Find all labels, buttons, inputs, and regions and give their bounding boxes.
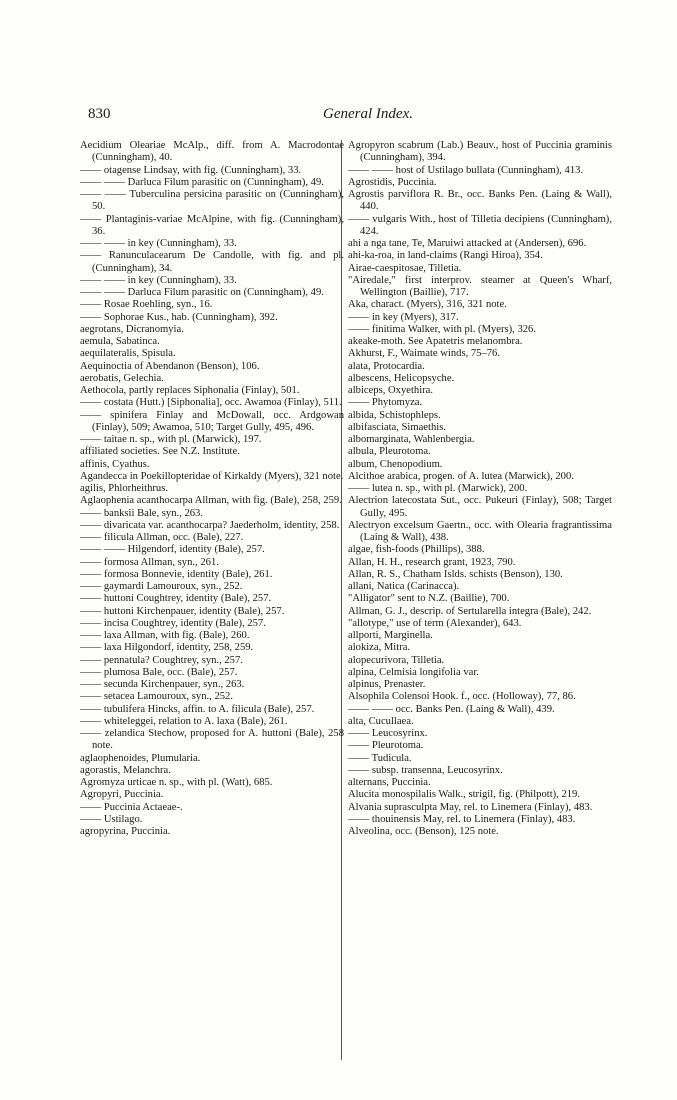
index-entry: "Airedale," first interprov. steamer at Queen's Wharf, Wellington (Baillie), 717. — [348, 274, 612, 298]
index-entry: —— plumosa Bale, occ. (Bale), 257. — [80, 666, 238, 678]
index-entry: alopecurivora, Tilletia. — [348, 654, 445, 666]
index-entry: Allan, H. H., research grant, 1923, 790. — [348, 556, 516, 568]
index-entry: Aecidium Oleariae McAlp., diff. from A. Macrodontae (Cunningham), 40. — [80, 140, 344, 164]
index-column-right — [348, 140, 612, 838]
page-header — [88, 106, 648, 126]
index-entry: allani, Natica (Carinacca). — [348, 581, 460, 592]
index-entry: —— zelandica Stechow, proposed for A. huttoni (Bale), 258 note. — [80, 728, 344, 752]
index-entry: agorastis, Melanchra. — [80, 764, 171, 776]
index-columns — [80, 140, 666, 1060]
index-column-left — [80, 140, 344, 838]
index-entry: aerobatis, Gelechia. — [80, 372, 164, 384]
index-entry: —— —— in key (Cunningham), 33. — [80, 238, 237, 249]
index-entry: Akhurst, F., Waimate winds, 75–76. — [348, 348, 500, 360]
index-entry: albula, Pleurotoma. — [348, 446, 431, 458]
index-entry: ahi-ka-roa, in land-claims (Rangi Hiroa), 354. — [348, 250, 543, 262]
index-entry: —— incisa Coughtrey, identity (Bale), 257. — [80, 617, 266, 629]
index-entry: —— subsp. transenna, Leucosyrinx. — [348, 764, 503, 776]
index-entry: —— setacea Lamouroux, syn., 252. — [80, 691, 233, 703]
index-entry: affinis, Cyathus. — [80, 458, 150, 470]
index-entry: aequilateralis, Spisula. — [80, 348, 176, 360]
index-entry: aemula, Sabatinca. — [80, 336, 160, 347]
index-entry: Agandecca in Poekillopteridae of Kirkaldy (Myers), 321 note. — [80, 470, 344, 482]
index-entry: alata, Protocardia. — [348, 360, 425, 372]
index-entry: —— —— host of Ustilago bullata (Cunningham), 413. — [348, 164, 584, 176]
index-entry: Aequinoctia of Abendanon (Benson), 106. — [80, 360, 260, 372]
index-entry: albida, Schistophleps. — [348, 409, 441, 421]
index-entry: —— —— Darluca Filum parasitic on (Cunningham), 49. — [80, 176, 324, 188]
index-entry: —— Tudicula. — [348, 752, 412, 764]
index-entry: —— Phytomyza. — [348, 397, 423, 409]
index-entry: —— —— occ. Banks Pen. (Laing & Wall), 439. — [348, 703, 555, 715]
index-entry: —— thouinensis May, rel. to Linemera (Finlay), 483. — [348, 813, 576, 825]
index-entry: Allman, G. J., descrip. of Sertularella integra (Bale), 242. — [348, 605, 592, 617]
index-entry: Agromyza urticae n. sp., with pl. (Watt), 685. — [80, 777, 273, 788]
index-entry: —— whiteleggei, relation to A. laxa (Bale), 261. — [80, 715, 288, 727]
index-entry: aegrotans, Dicranomyia. — [80, 323, 184, 335]
index-entry: Allan, R. S., Chatham Islds. schists (Benson), 130. — [348, 568, 563, 580]
index-entry: "allotype," use of term (Alexander), 643. — [348, 617, 522, 629]
index-entry: Aka, charact. (Myers), 316, 321 note. — [348, 299, 507, 311]
index-entry: albiceps, Oxyethira. — [348, 385, 434, 396]
index-entry: —— Sophorae Kus., hab. (Cunningham), 392. — [80, 311, 278, 323]
index-entry: alpina, Celmisia longifolia var. — [348, 666, 479, 678]
index-entry: —— —— Hilgendorf, identity (Bale), 257. — [80, 544, 265, 556]
index-entry: —— laxa Allman, with fig. (Bale), 260. — [80, 630, 250, 641]
index-entry: alpinus, Prenaster. — [348, 679, 426, 690]
index-entry: —— divaricata var. acanthocarpa? Jaederholm, identity, 258. — [80, 519, 340, 531]
index-entry: algae, fish-foods (Phillips), 388. — [348, 544, 485, 556]
index-entry: —— pennatula? Coughtrey, syn., 257. — [80, 654, 243, 666]
index-entry: —— laxa Hilgondorf, identity, 258, 259. — [80, 642, 254, 654]
index-entry: —— taitae n. sp., with pl. (Marwick), 197. — [80, 434, 262, 445]
index-entry: —— vulgaris With., host of Tilletia decipiens (Cunningham), 424. — [348, 213, 612, 237]
index-entry: —— lutea n. sp., with pl. (Marwick), 200. — [348, 483, 528, 494]
index-entry: —— huttoni Kirchenpauer, identity (Bale), 257. — [80, 605, 285, 617]
running-title: General Index. — [323, 106, 413, 122]
index-entry: Aethocola, partly replaces Siphonalia (Finlay), 501. — [80, 385, 300, 396]
index-entry: Airae-caespitosae, Tilletia. — [348, 262, 462, 274]
index-entry: Alsophila Colensoi Hook. f., occ. (Holloway), 77, 86. — [348, 691, 576, 703]
index-entry: Alectryon excelsum Gaertn., occ. with Olearia fragrantissima (Laing & Wall), 438. — [348, 519, 612, 543]
index-entry: aglaophenoides, Plumularia. — [80, 752, 201, 764]
index-entry: —— filicula Allman, occ. (Bale), 227. — [80, 532, 244, 543]
index-entry: —— spinifera Finlay and McDowall, occ. Ardgowan (Finlay), 509; Awamoa, 510; Target Gully, 495, 496. — [80, 409, 344, 433]
index-entry: —— —— Tuberculina persicina parasitic on (Cunningham), 50. — [80, 189, 344, 213]
index-entry: "Alligator" sent to N.Z. (Baillie), 700. — [348, 593, 510, 605]
index-entry: Agropyri, Puccinia. — [80, 789, 164, 801]
index-entry: affiliated societies. See N.Z. Institute. — [80, 446, 240, 458]
index-entry: —— Ranunculacearum De Candolle, with fig. and pl. (Cunningham), 34. — [80, 250, 344, 274]
index-entry: alta, Cucullaea. — [348, 715, 414, 727]
page-number: 830 — [88, 106, 111, 122]
index-entry: —— Ustilago. — [80, 813, 143, 825]
index-entry: —— —— Darluca Filum parasitic on (Cunningham), 49. — [80, 287, 324, 298]
index-entry: —— finitima Walker, with pl. (Myers), 326. — [348, 323, 537, 335]
index-entry: agropyrina, Puccinia. — [80, 826, 171, 837]
index-entry: Alucita monospilalis Walk., strigil, fig. (Philpott), 219. — [348, 789, 581, 801]
index-entry: —— Puccinia Actaeae-. — [80, 801, 183, 813]
index-entry: Agropyron scabrum (Lab.) Beauv., host of Puccinia graminis (Cunningham), 394. — [348, 140, 612, 164]
index-entry: Alectrion latecostata Sut., occ. Pukeuri (Finlay), 508; Target Gully, 495. — [348, 495, 612, 519]
index-entry: alokiza, Mitra. — [348, 642, 411, 654]
index-entry: Agrostis parviflora R. Br., occ. Banks Pen. (Laing & Wall), 440. — [348, 189, 612, 213]
index-entry: —— costata (Hutt.) [Siphonalia], occ. Awamoa (Finlay), 511. — [80, 397, 342, 409]
index-entry: —— —— in key (Cunningham), 33. — [80, 274, 237, 286]
index-entry: —— otagense Lindsay, with fig. (Cunningham), 33. — [80, 164, 302, 176]
index-entry: —— in key (Myers), 317. — [348, 311, 459, 323]
index-entry: —— formosa Bonnevie, identity (Bale), 261. — [80, 568, 273, 580]
index-entry: Alvania suprasculpta May, rel. to Linemera (Finlay), 483. — [348, 801, 593, 813]
index-entry: agilis, Phlorheithrus. — [80, 483, 168, 494]
index-entry: akeake-moth. See Apatetris melanombra. — [348, 336, 523, 347]
index-entry: Alveolina, occ. (Benson), 125 note. — [348, 826, 499, 837]
index-entry: album, Chenopodium. — [348, 458, 443, 470]
index-entry: —— huttoni Coughtrey, identity (Bale), 257. — [80, 593, 272, 605]
index-entry: —— secunda Kirchenpauer, syn., 263. — [80, 679, 245, 690]
index-entry: albifasciata, Simaethis. — [348, 421, 446, 433]
index-entry: Aglaophenia acanthocarpa Allman, with fig. (Bale), 258, 259. — [80, 495, 342, 507]
index-entry: Agrostidis, Puccinia. — [348, 176, 437, 188]
index-entry: —— Pleurotoma. — [348, 740, 424, 752]
index-entry: —— formosa Allman, syn., 261. — [80, 556, 219, 568]
index-entry: alternans, Puccinia. — [348, 777, 431, 788]
index-entry: albescens, Helicopsyche. — [348, 372, 455, 384]
index-entry: albomarginata, Wahlenbergia. — [348, 434, 475, 445]
index-entry: allporti, Marginella. — [348, 630, 433, 641]
index-entry: —— Rosae Roehling, syn., 16. — [80, 299, 213, 311]
index-entry: —— Plantaginis-variae McAlpine, with fig. (Cunningham), 36. — [80, 213, 344, 237]
index-entry: ahi a nga tane, Te, Maruiwi attacked at (Andersen), 696. — [348, 238, 587, 249]
index-entry: —— tubulifera Hincks, affin. to A. filicula (Bale), 257. — [80, 703, 315, 715]
index-entry: Alcithoe arabica, progen. of A. lutea (Marwick), 200. — [348, 470, 574, 482]
index-entry: —— Leucosyrinx. — [348, 728, 428, 739]
index-entry: —— gaymardi Lamouroux, syn., 252. — [80, 581, 243, 592]
index-entry: —— banksii Bale, syn., 263. — [80, 507, 203, 519]
